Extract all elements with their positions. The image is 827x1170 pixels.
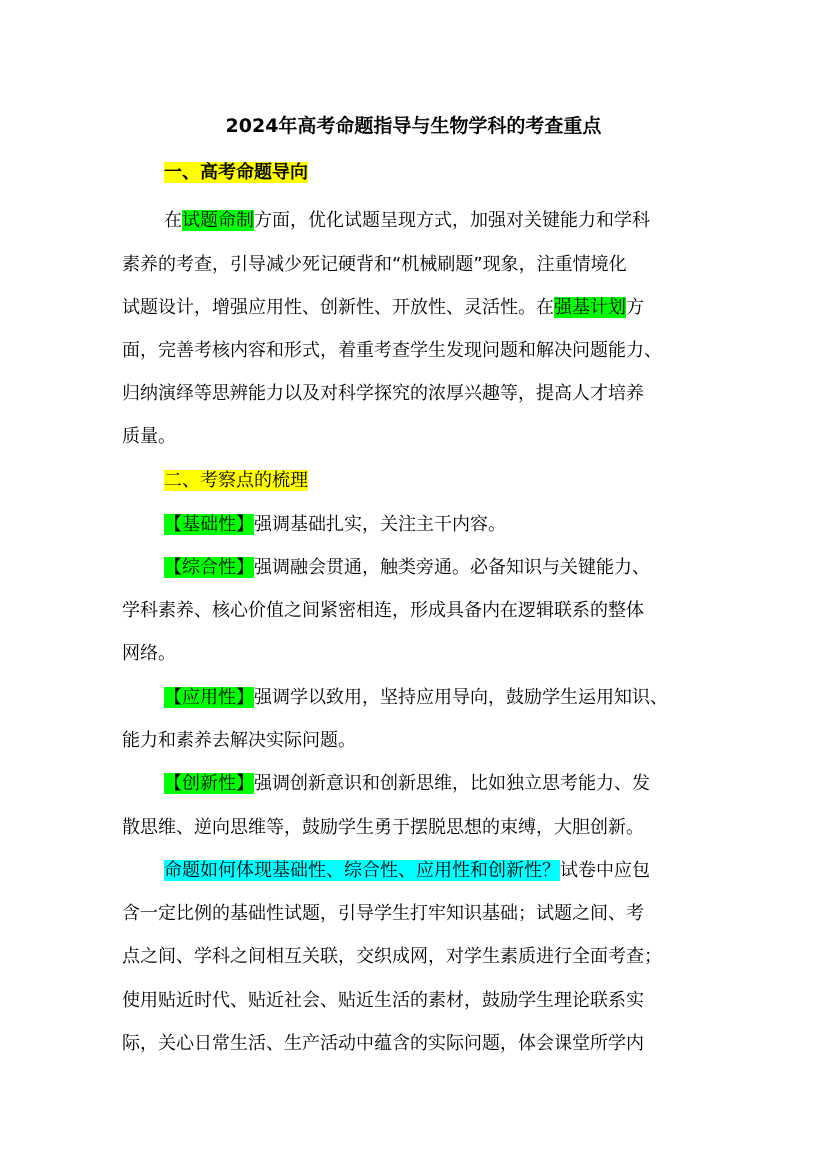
section1-heading: 一、高考命题导向: [164, 162, 308, 183]
highlight-question: 命题如何体现基础性、综合性、应用性和创新性？: [164, 860, 560, 881]
p1-line4: 面，完善考核内容和形式，着重考查学生发现问题和解决问题能力、: [122, 340, 662, 361]
highlight-shiti-mingzhi: 试题命制: [182, 210, 254, 231]
application-line2: 能力和素养去解决实际问题。: [122, 730, 356, 751]
document-title: 2024年高考命题指导与生物学科的考查重点: [225, 115, 602, 137]
comprehensive-line2: 学科素养、核心价值之间紧密相连，形成具备内在逻辑联系的整体: [122, 600, 644, 621]
section2-heading-line: [164, 466, 308, 496]
p1-line6: 质量。: [122, 426, 176, 447]
tag-basic: 【基础性】: [164, 514, 254, 535]
comprehensive-line1: [164, 553, 650, 583]
application-line1: [164, 683, 668, 713]
tag-application: 【应用性】: [164, 687, 254, 708]
innovation-line2: 散思维、逆向思维等，鼓励学生勇于摆脱思想的束缚，大胆创新。: [122, 817, 644, 838]
question-line3: 点之间、学科之间相互关联，交织成网，对学生素质进行全面考查；: [122, 946, 662, 967]
p1-line3-pre: 试题设计，增强应用性、创新性、开放性、灵活性。在: [122, 297, 554, 318]
p1-line1: [164, 206, 650, 236]
section1-heading-line: [164, 158, 308, 188]
p1-line3: [122, 293, 644, 323]
question-line2: 含一定比例的基础性试题，引导学生打牢知识基础；试题之间、考: [122, 903, 644, 924]
p1-line2: 素养的考查，引导减少死记硬背和“机械刷题”现象，注重情境化: [122, 254, 627, 275]
basic-line: [164, 510, 506, 540]
p1-line5: 归纳演绎等思辨能力以及对科学探究的浓厚兴趣等，提高人才培养: [122, 383, 644, 404]
p1-pre: 在: [164, 210, 182, 231]
tag-comprehensive: 【综合性】: [164, 557, 254, 578]
innovation-line1: [164, 769, 650, 799]
question-line4: 使用贴近时代、贴近社会、贴近生活的素材，鼓励学生理论联系实: [122, 990, 644, 1011]
tag-innovation: 【创新性】: [164, 773, 254, 794]
question-line1: [164, 856, 650, 886]
innovation-text1: 强调创新意识和创新思维，比如独立思考能力、发: [254, 773, 650, 794]
section2-heading: 二、考察点的梳理: [164, 470, 308, 491]
comprehensive-text1: 强调融会贯通，触类旁通。必备知识与关键能力、: [254, 557, 650, 578]
comprehensive-line3: 网络。: [122, 643, 176, 664]
question-line5: 际，关心日常生活、生产活动中蕴含的实际问题，体会课堂所学内: [122, 1033, 644, 1054]
basic-text: 强调基础扎实，关注主干内容。: [254, 514, 506, 535]
question-line1-rest: 试卷中应包: [560, 860, 650, 881]
highlight-qiangji-jihua: 强基计划: [554, 297, 626, 318]
p1-line1-rest: 方面，优化试题呈现方式，加强对关键能力和学科: [254, 210, 650, 231]
application-text1: 强调学以致用，坚持应用导向，鼓励学生运用知识、: [254, 687, 668, 708]
p1-line3-post: 方: [626, 297, 644, 318]
